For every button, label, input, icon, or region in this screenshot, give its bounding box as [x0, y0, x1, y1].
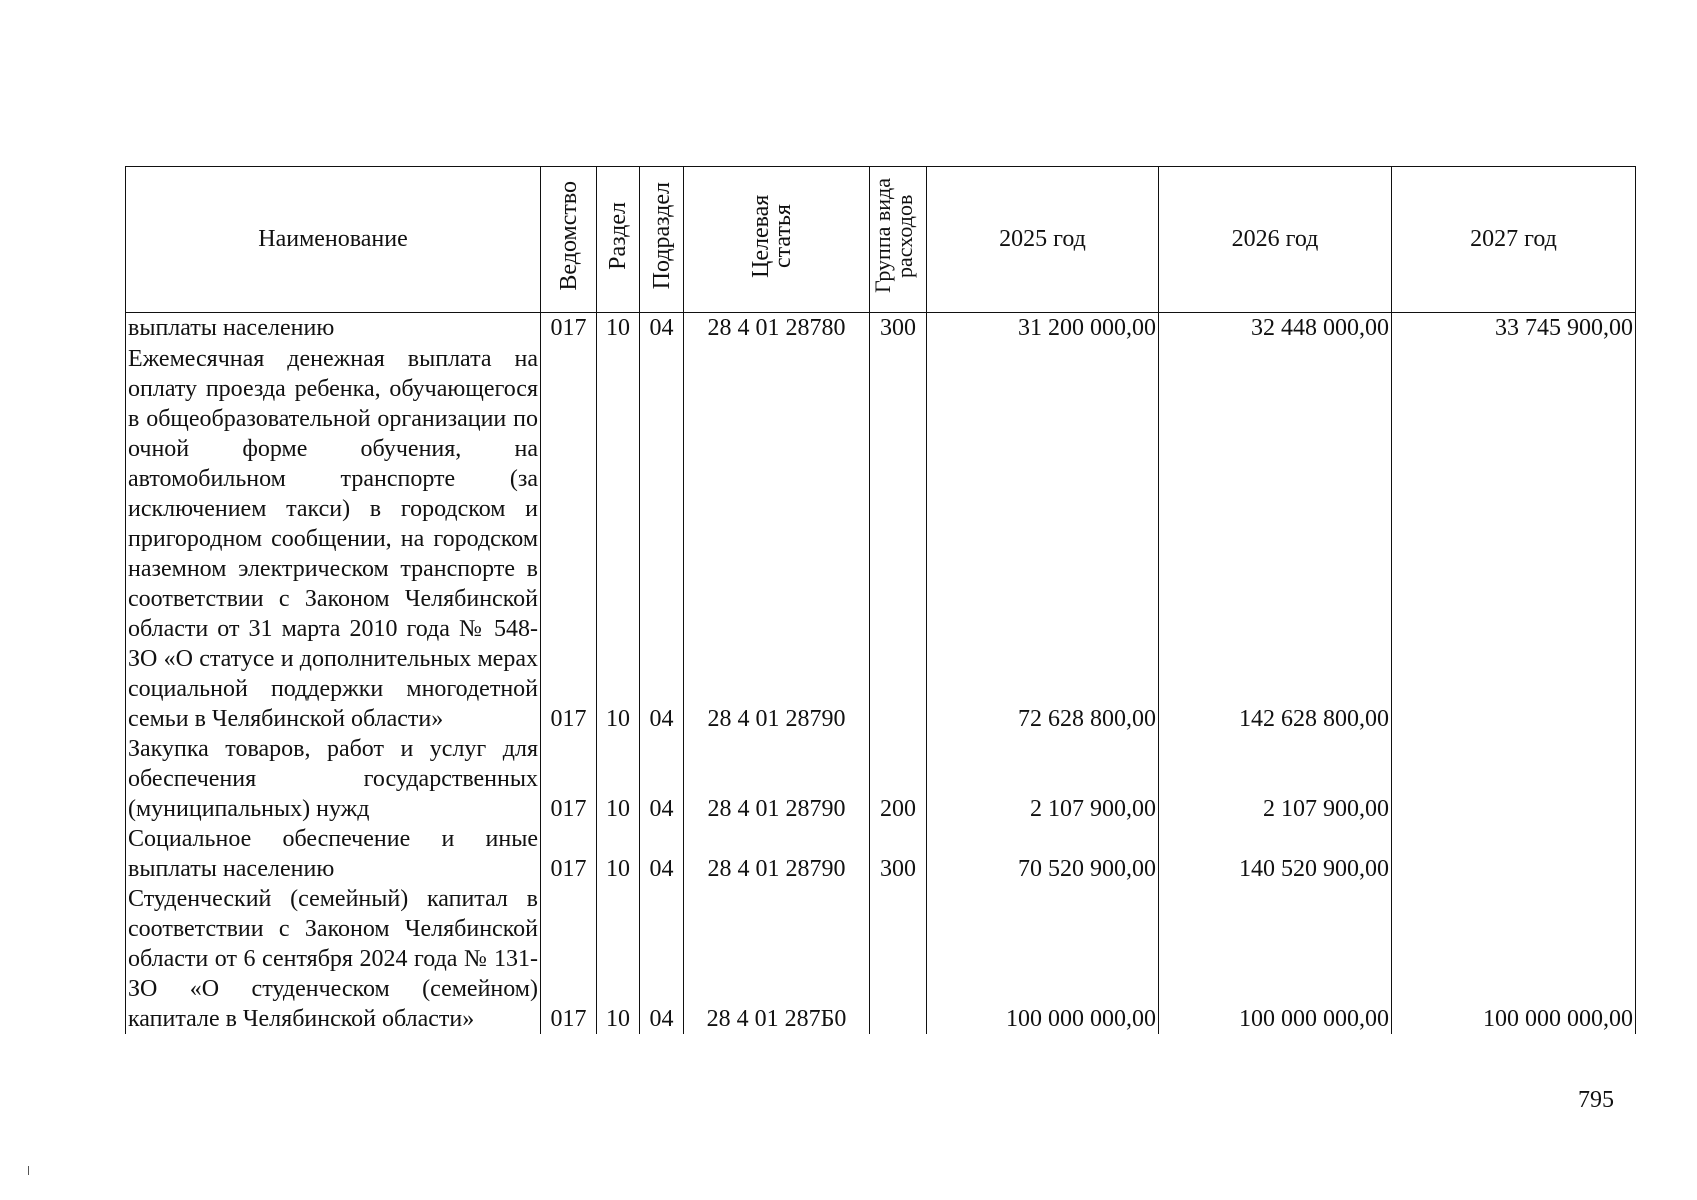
cell-2026: 140 520 900,00 [1159, 824, 1392, 884]
cell-section: 10 [597, 734, 640, 824]
table-row [126, 824, 1636, 884]
cell-expense-group: 200 [870, 734, 927, 824]
cell-department: 017 [541, 344, 597, 734]
cell-department: 017 [541, 824, 597, 884]
cell-2026: 100 000 000,00 [1159, 884, 1392, 1034]
cell-target-article: 28 4 01 28790 [684, 344, 870, 734]
cell-department: 017 [541, 313, 597, 344]
cell-target-article: 28 4 01 28790 [684, 824, 870, 884]
header-year-2026: 2026 год [1159, 167, 1392, 313]
cell-subsection: 04 [640, 824, 684, 884]
cell-expense-group: 300 [870, 824, 927, 884]
cell-subsection: 04 [640, 734, 684, 824]
cell-2026: 2 107 900,00 [1159, 734, 1392, 824]
cell-section: 10 [597, 344, 640, 734]
table-row [126, 884, 1636, 1034]
header-expense-group: Группа вида расходов [870, 167, 927, 313]
scan-mark [28, 1166, 29, 1175]
cell-target-article: 28 4 01 28780 [684, 313, 870, 344]
cell-expense-group [870, 344, 927, 734]
cell-department: 017 [541, 734, 597, 824]
cell-expense-group: 300 [870, 313, 927, 344]
header-department: Ведомство [541, 167, 597, 313]
cell-subsection: 04 [640, 884, 684, 1034]
cell-subsection: 04 [640, 344, 684, 734]
table-row [126, 344, 1636, 734]
cell-section: 10 [597, 824, 640, 884]
cell-subsection: 04 [640, 313, 684, 344]
budget-table [125, 166, 1636, 1034]
cell-expense-group [870, 884, 927, 1034]
page-number: 795 [1578, 1087, 1614, 1113]
header-name: Наименование [126, 167, 541, 313]
cell-section: 10 [597, 884, 640, 1034]
cell-name: Социальное обеспечение и иные выплаты населению [126, 824, 541, 884]
cell-2027: 100 000 000,00 [1392, 884, 1636, 1034]
cell-name: Закупка товаров, работ и услуг для обеспечения государственных (муниципальных) нужд [126, 734, 541, 824]
cell-2026: 142 628 800,00 [1159, 344, 1392, 734]
cell-department: 017 [541, 884, 597, 1034]
header-subsection: Подраздел [640, 167, 684, 313]
header-target-article: Целевая статья [684, 167, 870, 313]
cell-2027 [1392, 824, 1636, 884]
cell-2025: 2 107 900,00 [927, 734, 1159, 824]
cell-2027 [1392, 734, 1636, 824]
cell-target-article: 28 4 01 28790 [684, 734, 870, 824]
cell-2025: 31 200 000,00 [927, 313, 1159, 344]
cell-2025: 100 000 000,00 [927, 884, 1159, 1034]
header-year-2027: 2027 год [1392, 167, 1636, 313]
table-row [126, 313, 1636, 344]
cell-name: выплаты населению [126, 313, 541, 344]
cell-2025: 72 628 800,00 [927, 344, 1159, 734]
cell-name: Ежемесячная денежная выплата на оплату проезда ребенка, обучающегося в общеобразовательной организации по очной форме обучения, на автомобильном транспорте (за исключением такси) в городском и пригородном сообщении, на городском наземном электрическом транспорте в соответствии с Законом Челябинской области от 31 марта 2010 года № 548-ЗО «О статусе и дополнительных мерах социальной поддержки многодетной семьи в Челябинской области» [126, 344, 541, 734]
cell-target-article: 28 4 01 287Б0 [684, 884, 870, 1034]
header-year-2025: 2025 год [927, 167, 1159, 313]
table-header-row [126, 167, 1636, 313]
cell-2025: 70 520 900,00 [927, 824, 1159, 884]
cell-2026: 32 448 000,00 [1159, 313, 1392, 344]
cell-2027: 33 745 900,00 [1392, 313, 1636, 344]
cell-name: Студенческий (семейный) капитал в соответствии с Законом Челябинской области от 6 сентября 2024 года № 131-ЗО «О студенческом (семейном) капитале в Челябинской области» [126, 884, 541, 1034]
header-section: Раздел [597, 167, 640, 313]
table-row [126, 734, 1636, 824]
cell-2027 [1392, 344, 1636, 734]
cell-section: 10 [597, 313, 640, 344]
